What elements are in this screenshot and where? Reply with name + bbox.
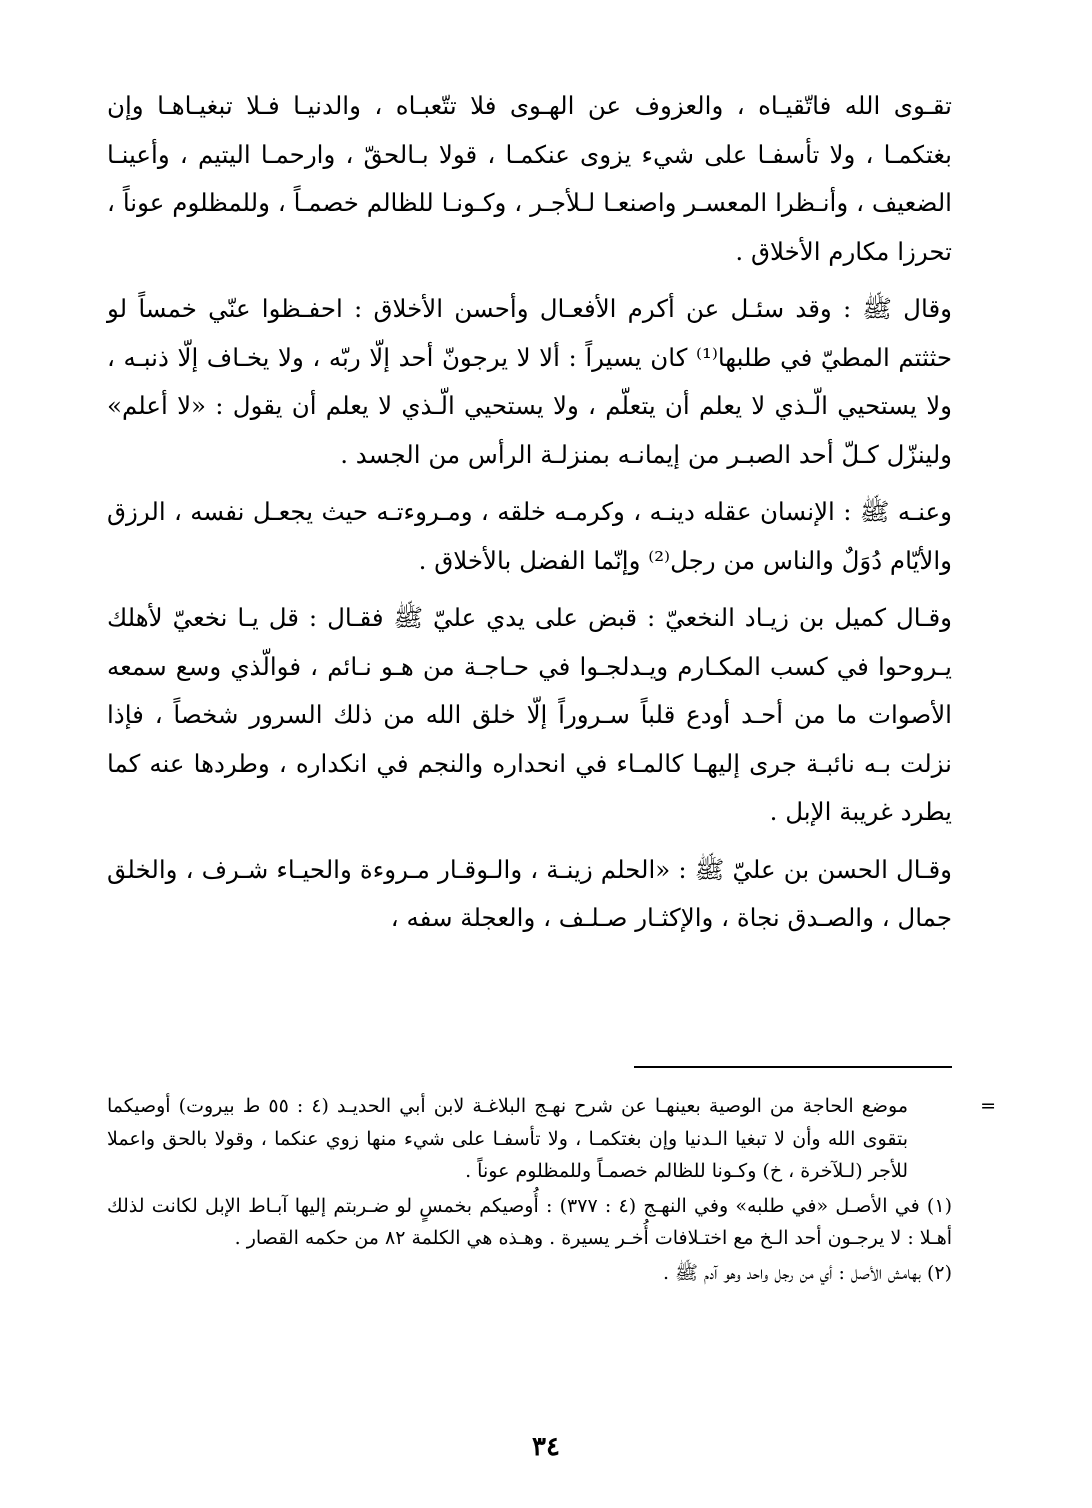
footnotes	[107, 1090, 996, 1291]
footnote-divider	[634, 1066, 952, 1068]
paragraph-human-religion: وعنـه ﷺ : الإنسان عقله دينـه ، وكرمـه خلقه ، ومـروءتـه حيث يجعـل نفسه ، الرزق والأيّام دُوَلٌ والناس من رجل⁽²⁾ وإنّما الفضل بالأخلاق .	[107, 497, 952, 575]
continuation-mark: =	[980, 1095, 996, 1117]
paragraph-hasan: وقـال الحسن بن عليّ ﷺ : «الحلم زينـة ، والـوقـار مـروءة والحيـاء شـرف ، والخلق جمال ، والصـدق نجاة ، والإكثـار صـلـف ، والعجلة سفه ،	[107, 854, 952, 932]
footnote-continuation	[107, 1090, 996, 1188]
footnote-continuation-text: موضع الحاجة من الوصية بعينهـا عن شرح نهـج البلاغـة لابن أبي الحديـد (٤ : ٥٥ ط بيروت) أوصيكما بتقوى الله وأن لا تبغيا الـدنيا وإن بغتكمـا ، ولا تأسفـا على شيء منها زوي عنكما ، وقولا بالحق واعملا للأجر (لـلآخرة ، خ) وكـونا للظالم خصمـاً وللمظلوم عوناً .	[107, 1095, 908, 1182]
page-number: ٣٤	[532, 1432, 560, 1462]
paragraph-five-virtues: وقال ﷺ : وقد سئـل عن أكرم الأفعـال وأحسن الأخلاق : احفـظوا عنّي خمساً لو حثثتم المطيّ في طلبها⁽¹⁾ كان يسيراً : ألا لا يرجونّ أحد إلّا ربّه ، ولا يخـاف إلّا ذنبـه ، ولا يستحيي الّـذي لا يعلم أن يتعلّم ، ولا يستحيي الّـذي لا يعلم أن يقول : «لا أعلم» ولينزّل كـلّ أحد الصبـر من إيمانـه بمنزلـة الرأس من الجسد .	[107, 294, 953, 469]
footnote-2: (٢) بهامش الأصل : أي من رجل واحد وهو آدم ﷺ .	[662, 1261, 952, 1284]
main-text	[107, 82, 952, 952]
paragraph-ali-advice: تقـوى الله فاتّقيـاه ، والعزوف عن الهـوى فلا تتّعبـاه ، والدنيـا فـلا تبغيـاهـا وإن بغتكمـا ، ولا تأسفـا على شيء يزوى عنكمـا ، قولا بـالحقّ ، وارحمـا اليتيم ، وأعينـا الضعيف ، وأنـظرا المعسـر واصنعـا لـلأجـر ، وكـونـا للظالم خصمـاً ، وللمظلوم عوناً ، تحرزا مكارم الأخلاق .	[107, 91, 952, 266]
paragraph-kumayl: وقـال كميل بن زيـاد النخعيّ : قبض على يدي عليّ ﷺ فقـال : قل يـا نخعيّ لأهلك يـروحوا في كسب المكـارم ويـدلجـوا في حـاجـة من هـو نـائم ، فوالّذي وسع سمعه الأصوات ما من أحـد أودع قلباً سـروراً إلّا خلق الله من ذلك السرور شخصاً ، فإذا نزلت بـه نائبـة جرى إليهـا كالمـاء في انحداره والنجم في انكداره ، وطردها عنه كما يطرد غريبة الإبل .	[107, 603, 952, 826]
footnote-1: (١) في الأصـل «في طلبه» وفي النهـج (٤ : ٣٧٧) : أُوصيكم بخمسٍ لو ضـربتم إليها آبـاط الإبل لكانت لذلك أهـلا : لا يرجـون أحد الـخ مع اختـلافات أُخـر يسيرة . وهـذه هي الكلمة ٨٢ من حكمه القصار .	[107, 1194, 952, 1249]
